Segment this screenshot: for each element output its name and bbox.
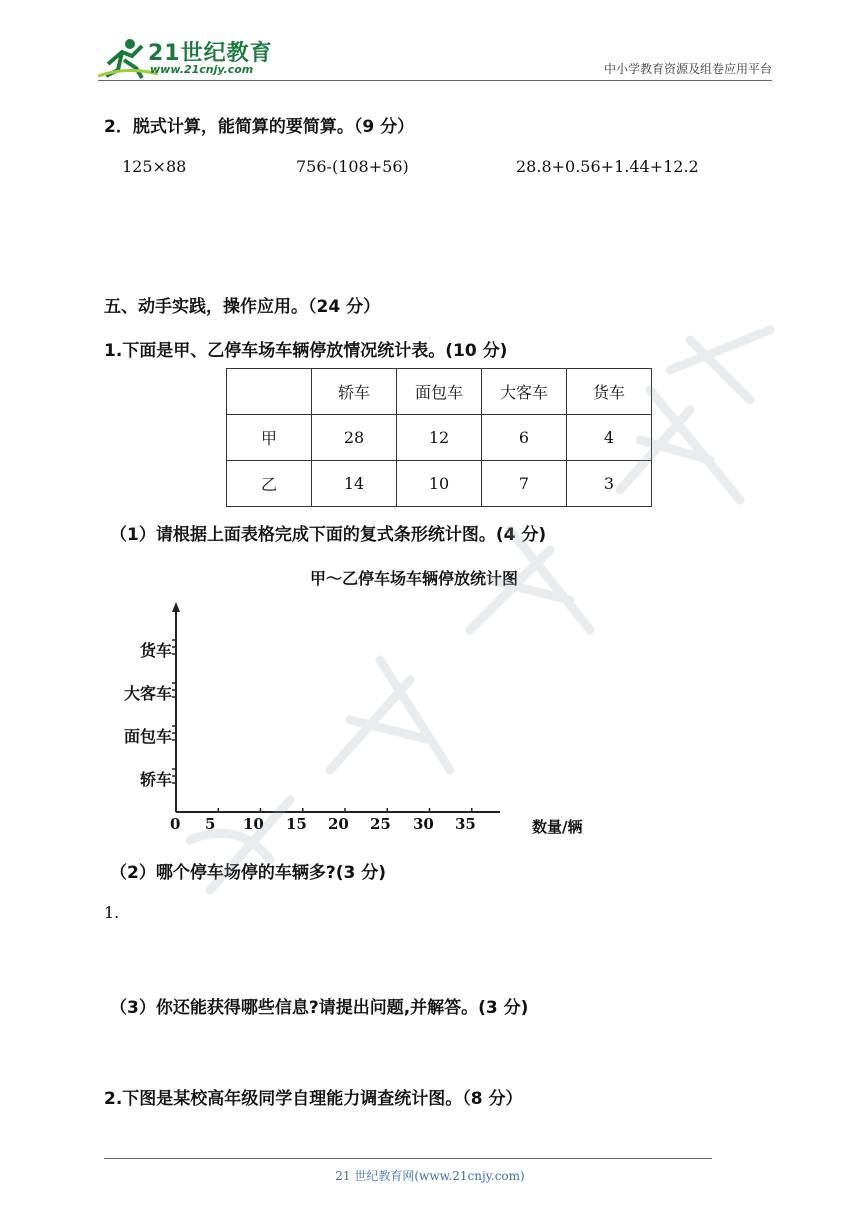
table-row xyxy=(227,415,652,461)
table-cell: 6 xyxy=(482,415,567,461)
table-row xyxy=(227,461,652,507)
expression-2: 756-(108+56) xyxy=(296,157,409,176)
footer-divider xyxy=(104,1158,712,1159)
x-tick-label: 35 xyxy=(455,815,476,833)
x-axis-label: 数量/辆 xyxy=(532,818,583,836)
table-cell: 4 xyxy=(567,415,652,461)
y-axis-arrow xyxy=(172,602,180,612)
table-cell: 28 xyxy=(312,415,397,461)
question-5-2-title: 2.下图是某校高年级同学自理能力调查统计图。（8 分） xyxy=(104,1089,523,1109)
table-cell: 甲 xyxy=(227,415,312,461)
table-cell: 14 xyxy=(312,461,397,507)
y-category-label: 货车 xyxy=(139,641,172,660)
footer-text: 21 世纪教育网(www.21cnjy.com) xyxy=(335,1169,525,1183)
x-tick-label: 0 xyxy=(170,815,181,833)
table-cell xyxy=(227,369,312,415)
question-5-1-title: 1.下面是甲、乙停车场车辆停放情况统计表。(10 分) xyxy=(104,341,508,361)
table-cell: 3 xyxy=(567,461,652,507)
table-cell: 12 xyxy=(397,415,482,461)
y-category-label: 轿车 xyxy=(139,770,172,789)
header-divider xyxy=(98,80,772,81)
bar-chart xyxy=(100,598,620,840)
parking-stats-table xyxy=(226,368,652,507)
x-tick-label: 15 xyxy=(286,815,307,833)
chart-title: 甲～乙停车场车辆停放统计图 xyxy=(310,569,519,588)
logo-url: www.21cnjy.com xyxy=(150,63,254,76)
table-cell: 货车 xyxy=(567,369,652,415)
table-cell: 面包车 xyxy=(397,369,482,415)
sub-question-2: （2）哪个停车场停的车辆多?(3 分) xyxy=(110,863,386,883)
header-platform-text: 中小学教育资源及组卷应用平台 xyxy=(603,62,772,76)
x-tick-label: 30 xyxy=(413,815,434,833)
table-cell: 10 xyxy=(397,461,482,507)
y-category-label: 大客车 xyxy=(123,684,172,703)
logo-text: 21世纪教育 xyxy=(148,41,273,66)
x-tick-label: 25 xyxy=(370,815,391,833)
x-tick-label: 5 xyxy=(205,815,216,833)
y-category-label: 面包车 xyxy=(123,727,172,746)
x-tick-label: 10 xyxy=(243,815,264,833)
expression-3: 28.8+0.56+1.44+12.2 xyxy=(516,157,699,176)
question-4-2-title: 2．脱式计算，能简算的要简算。（9 分） xyxy=(104,117,415,137)
answer-line-1: 1. xyxy=(104,903,120,922)
x-tick-label: 20 xyxy=(328,815,349,833)
section-5-title: 五、动手实践，操作应用。（24 分） xyxy=(104,297,381,317)
table-cell: 轿车 xyxy=(312,369,397,415)
sub-question-3: （3）你还能获得哪些信息?请提出问题,并解答。(3 分) xyxy=(110,998,529,1018)
table-header-row xyxy=(227,369,652,415)
table-cell: 大客车 xyxy=(482,369,567,415)
sub-question-1: （1）请根据上面表格完成下面的复式条形统计图。(4 分) xyxy=(110,525,547,545)
table-cell: 乙 xyxy=(227,461,312,507)
table-cell: 7 xyxy=(482,461,567,507)
expression-1: 125×88 xyxy=(122,157,187,176)
